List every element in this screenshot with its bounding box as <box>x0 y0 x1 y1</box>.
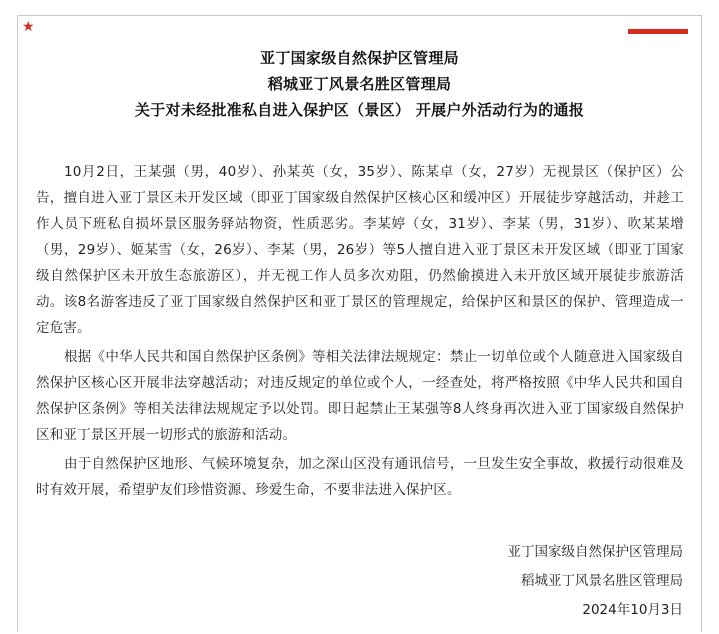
star-icon: ★ <box>22 19 35 35</box>
document-header <box>0 45 719 123</box>
signature-date: 2024年10月3日 <box>582 602 683 618</box>
signature-org-1: 亚丁国家级自然保护区管理局 <box>507 544 683 560</box>
signature-org-2: 稻城亚丁风景名胜区管理局 <box>521 573 683 589</box>
corner-accent-bar <box>628 29 688 34</box>
org-title-1: 亚丁国家级自然保护区管理局 <box>260 49 459 67</box>
paragraph: 10月2日，王某强（男，40岁）、孙某英（女，35岁）、陈某卓（女，27岁）无视景区（保护区）公告，擅自进入亚丁景区未开发区域（即亚丁国家级自然保护区核心区和缓冲区）开展徒步穿越活动，并趁工作人员下班私自损坏景区服务驿站物资，性质恶劣。李某婷（女，31岁）、李某（男，31岁）、吹某某增（男，29岁）、姬某雪（女，26岁）、李某（男，26岁）等5人擅自进入亚丁景区未开发区域（即亚丁国家级自然保护区未开放生态旅游区），并无视工作人员多次劝阻，仍然偷摸进入未开放区域开展徒步旅游活动。该8名游客违反了亚丁国家级自然保护区和亚丁景区的管理规定，给保护区和景区的保护、管理造成一定危害。 <box>36 164 684 336</box>
document-body <box>36 159 684 506</box>
paragraph: 由于自然保护区地形、气候环境复杂，加之深山区没有通讯信号，一旦发生安全事故，救援行动很难及时有效开展，希望驴友们珍惜资源、珍爱生命，不要非法进入保护区。 <box>36 456 684 498</box>
signature-block <box>508 538 684 625</box>
paragraph: 根据《中华人民共和国自然保护区条例》等相关法律法规规定：禁止一切单位或个人随意进入国家级自然保护区核心区开展非法穿越活动；对违反规定的单位或个人，一经查处，将严格按照《中华人民共和国自然保护区条例》等相关法律法规规定予以处罚。即日起禁止王某强等8人终身再次进入亚丁国家级自然保护区和亚丁景区开展一切形式的旅游和活动。 <box>36 349 684 443</box>
notice-title: 关于对未经批准私自进入保护区（景区） 开展户外活动行为的通报 <box>134 101 585 119</box>
org-title-2: 稻城亚丁风景名胜区管理局 <box>267 75 452 93</box>
